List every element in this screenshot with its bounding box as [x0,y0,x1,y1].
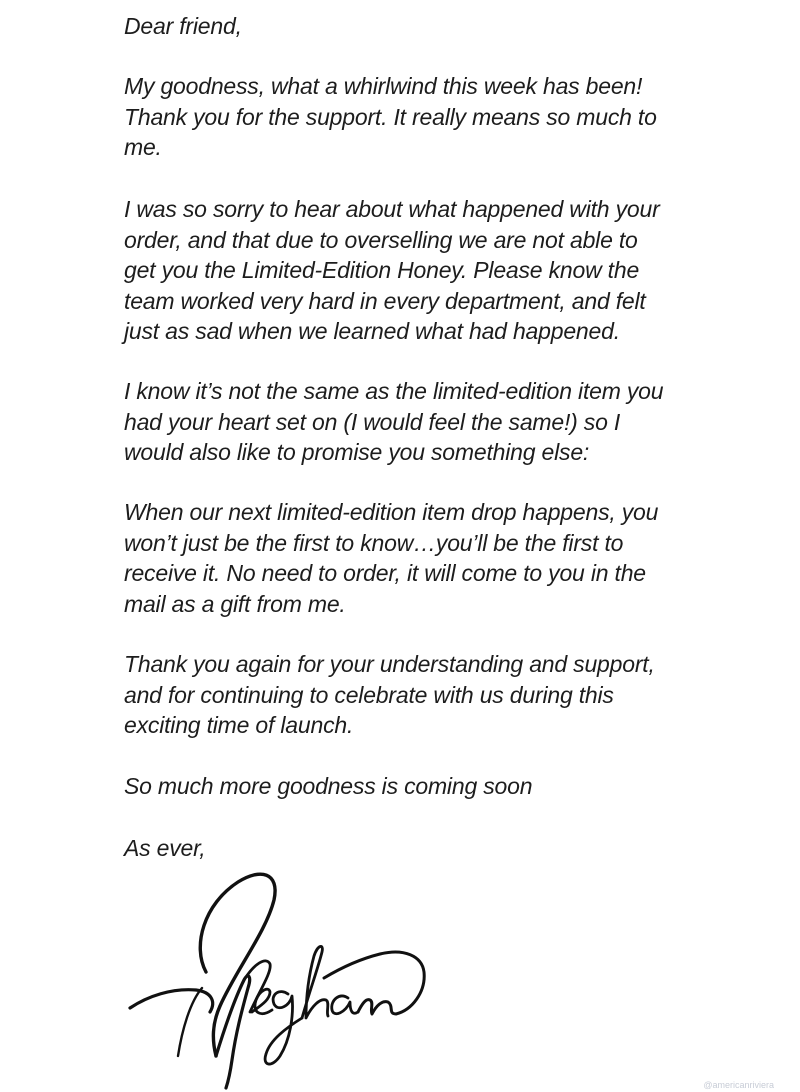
salutation-text: Dear friend, [124,13,242,39]
paragraph-line: So much more goodness is coming soon [124,773,533,799]
paragraph-line: receive it. No need to order, it will come to you in the [124,560,646,586]
paragraph-line: exciting time of launch. [124,712,354,738]
paragraph-line: and for continuing to celebrate with us during this [124,681,614,708]
paragraph-line: won’t just be the first to know…you’ll be the first to [124,529,624,556]
paragraph-line: just as sad when we learned what had happened. [124,318,620,344]
paragraph-line: mail as a gift from me. [124,590,346,617]
paragraph-line: When our next limited-edition item drop happens, you [124,499,659,525]
paragraph-line: I was so sorry to hear about what happened with your [124,196,660,222]
closing [124,833,206,864]
paragraph-line: Thank you again for your understanding and support, [124,651,655,677]
paragraph-line: had your heart set on (I would feel the same!) so I [124,408,621,435]
paragraph-line: would also like to promise you something else: [124,439,590,465]
closing-text: As ever, [124,835,206,861]
paragraph-line: me. [124,134,162,160]
paragraph-1 [124,71,657,163]
paragraph-line: My goodness, what a whirlwind this week has been! [124,73,643,99]
paragraph-line: team worked very hard in every department, and felt [124,287,646,314]
paragraph-line: I know it’s not the same as the limited-edition item you [124,378,664,404]
paragraph-2 [124,194,660,347]
paragraph-line: order, and that due to overselling we are not able to [124,226,638,253]
paragraph-4 [124,497,658,619]
paragraph-line: get you the Limited-Edition Honey. Please know the [124,257,640,283]
paragraph-line: Thank you for the support. It really means so much to [124,103,657,130]
paragraph-3 [124,376,663,468]
salutation [124,11,242,42]
paragraph-5 [124,649,655,741]
paragraph-6 [124,771,532,802]
signature-image [120,860,450,1092]
watermark-text: @americanriviera [703,1080,774,1090]
